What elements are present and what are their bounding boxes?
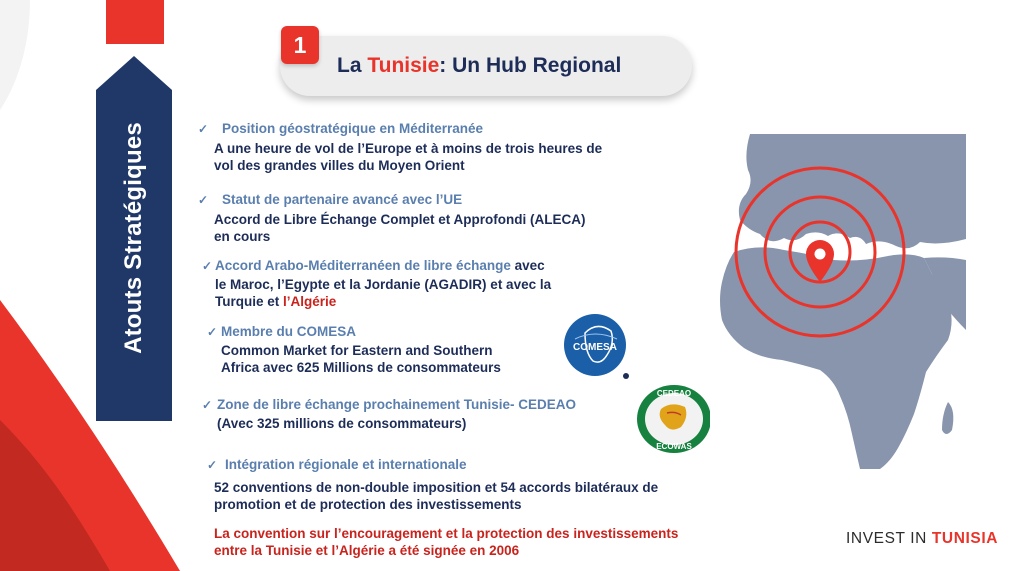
check-icon: ✓ xyxy=(202,259,213,273)
check-icon: ✓ xyxy=(198,193,209,207)
check-icon: ✓ xyxy=(207,325,218,339)
slide-number-badge: 1 xyxy=(281,26,319,64)
svg-text:ECOWAS: ECOWAS xyxy=(656,442,692,451)
section-heading: Zone de libre échange prochainement Tunisie- CEDEAO xyxy=(217,397,577,412)
ecowas-logo xyxy=(635,383,713,455)
red-corner-square xyxy=(106,0,164,44)
section-heading: Position géostratégique en Méditerranée xyxy=(222,121,484,136)
page-title: La Tunisie: Un Hub Regional xyxy=(337,54,622,77)
region-map xyxy=(710,134,966,469)
section-heading: Membre du COMESA xyxy=(221,324,357,339)
brand-logo: INVEST IN TUNISIA xyxy=(846,530,999,547)
svg-text:COMESA: COMESA xyxy=(573,342,617,353)
section-text: le Maroc, l’Egypte et la Jordanie (AGADIR) et avec la xyxy=(215,277,552,292)
section-text: (Avec 325 millions de consommateurs) xyxy=(217,416,467,431)
section-heading: Statut de partenaire avancé avec l’UE xyxy=(222,192,463,207)
highlight-note: La convention sur l’encouragement et la protection des investissements xyxy=(214,526,679,541)
check-icon: ✓ xyxy=(207,458,218,472)
comesa-logo xyxy=(563,313,631,381)
section-text: Accord de Libre Échange Complet et Approfondi (ALECA) xyxy=(214,212,586,227)
section-text: promotion et de protection des investissements xyxy=(214,497,522,512)
section-text: 52 conventions de non-double imposition et 54 accords bilatéraux de xyxy=(214,480,659,495)
section-text: vol des grandes villes du Moyen Orient xyxy=(214,158,465,173)
section-heading: Accord Arabo-Méditerranéen de libre échange avec xyxy=(215,258,545,273)
section-text: en cours xyxy=(214,229,271,244)
section-text: Common Market for Eastern and Southern xyxy=(221,343,493,358)
section-text: A une heure de vol de l’Europe et à moins de trois heures de xyxy=(214,141,603,156)
check-icon: ✓ xyxy=(198,122,209,136)
svg-text:CEDEAO: CEDEAO xyxy=(656,389,692,398)
section-text: Africa avec 625 Millions de consommateurs xyxy=(221,360,501,375)
highlight-note: entre la Tunisie et l’Algérie a été signée en 2006 xyxy=(214,543,520,558)
section-heading: Intégration régionale et internationale xyxy=(225,457,467,472)
check-icon: ✓ xyxy=(202,398,213,412)
side-label: Atouts Stratégiques xyxy=(120,122,147,354)
section-text: Turquie et l’Algérie xyxy=(215,294,337,309)
